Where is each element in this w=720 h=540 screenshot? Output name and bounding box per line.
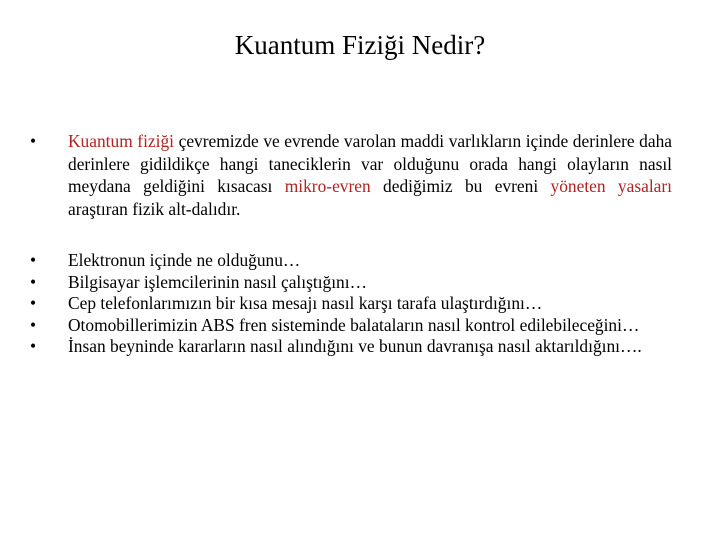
intro-text-part6: araştıran fizik alt-dalıdır. [68, 198, 241, 219]
list-item-text: Cep telefonlarımızın bir kısa mesajı nasıl karşı tarafa ulaştırdığını… [68, 293, 543, 313]
list-item [30, 336, 672, 358]
intro-paragraph [30, 130, 672, 220]
list-item [30, 315, 672, 337]
list-item-text: Elektronun içinde ne olduğunu… [68, 250, 301, 270]
intro-text-part2: çevremizde ve evrende varolan maddi varlıkların içinde derinlere daha derinlere gidildikçe hangi taneciklerin var olduğunu orada hangi olayların nasıl meydana geldiğini kısacası [68, 131, 672, 196]
list-item [30, 293, 672, 315]
list-item-text: İnsan beyninde kararların nasıl alındığını ve bunun davranışa nasıl aktarıldığını…. [68, 336, 642, 356]
list-item [30, 272, 672, 294]
highlight-yoneten-yasalari: yöneten yasaları [550, 176, 672, 196]
intro-text-part4: dediğimiz bu evreni [370, 176, 551, 196]
list-item [30, 250, 672, 272]
bullet-icon: • [30, 314, 37, 335]
intro-bullet-row [30, 130, 672, 220]
bullet-icon: • [30, 293, 37, 313]
slide-title: Kuantum Fiziği Nedir? [234, 30, 486, 60]
highlight-mikro-evren: mikro-evren [284, 176, 371, 196]
list-item-text: Otomobillerimizin ABS fren sisteminde balataların nasıl kontrol edilebileceğini… [68, 314, 640, 335]
bullet-icon: • [30, 336, 37, 356]
bullet-icon: • [30, 131, 37, 151]
intro-text [68, 130, 672, 220]
bullet-list [30, 250, 672, 358]
bullet-icon: • [30, 271, 37, 292]
list-item-text: Bilgisayar işlemcilerinin nasıl çalıştığını… [68, 271, 367, 292]
highlight-kuantum-fizigi: Kuantum fiziği [68, 131, 175, 151]
bullet-icon: • [30, 250, 37, 270]
